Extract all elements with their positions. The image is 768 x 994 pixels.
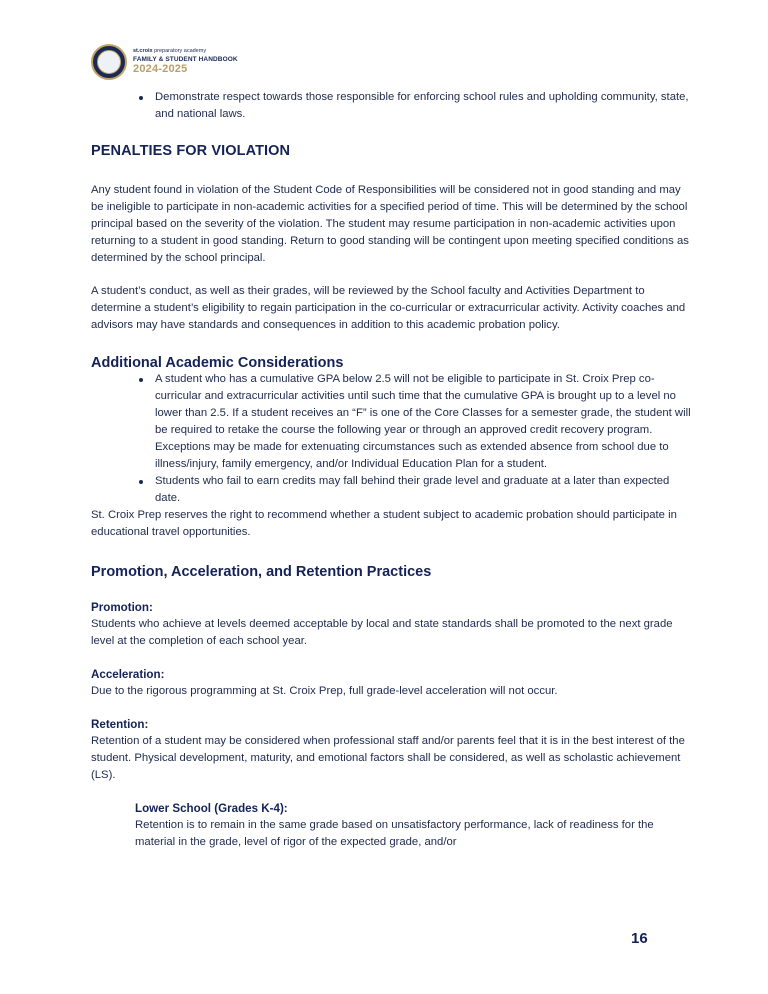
retention-label: Retention: (91, 718, 149, 731)
penalties-paragraph: Any student found in violation of the Student Code of Responsibilities will be considered not in good standing and may be ineligible to participate in non-academic activities for a specified period of time. This will be determined by the school principal based on the severity of the violation. The student may resume participation in non-academic activities upon returning to a student in good standing. Return to good standing will be contingent upon meeting specified conditions as determined by the school principal. (91, 184, 689, 264)
list-item: A student who has a cumulative GPA below 2.5 will not be eligible to participate in St. Croix Prep co-curricular and extracurricular activities until such time that the cumulative GPA is brought up to a level no lower than 2.5. If a student receives an “F” is one of the Core Classes for a semester grade, the student will be required to retake the course the following year or through an approved credit recovery program. Exceptions may be made for extenuating circumstances such as extended absence from school due to illness/injury, family emergency, and/or Individual Education Plan for a student. (137, 371, 691, 473)
promotion-text: Students who achieve at levels deemed acceptable by local and state standards shall be promoted to the next grade level at the completion of each school year. (91, 618, 673, 647)
school-seal-icon (91, 44, 127, 80)
penalties-heading: PENALTIES FOR VIOLATION (91, 143, 291, 159)
promotion-label: Promotion: (91, 601, 153, 614)
acceleration-label: Acceleration: (91, 668, 165, 681)
handbook-header (91, 44, 238, 80)
acceleration-text: Due to the rigorous programming at St. Croix Prep, full grade-level acceleration will not occur. (91, 685, 558, 697)
page-number: 16 (631, 930, 648, 947)
lower-school-section (91, 801, 691, 851)
penalties-paragraph: A student’s conduct, as well as their grades, will be reviewed by the School faculty and Activities Department to determine a student’s eligibility to regain participation in the co-curricular or extracurricular activity. Activity coaches and advisors may have standards and consequences in addition to this academic probation policy. (91, 285, 686, 331)
lower-school-label: Lower School (Grades K-4): (135, 802, 288, 815)
travel-paragraph: St. Croix Prep reserves the right to recommend whether a student subject to academic probation should participate in educational travel opportunities. (91, 509, 677, 538)
additional-considerations-heading: Additional Academic Considerations (91, 355, 344, 371)
practices-heading: Promotion, Acceleration, and Retention Practices (91, 564, 432, 580)
handbook-year: 2024-2025 (133, 63, 188, 75)
school-name: st.croix preparatory academy (133, 48, 207, 54)
intro-bullet-list (91, 89, 691, 123)
handbook-title: FAMILY & STUDENT HANDBOOK (133, 55, 238, 63)
header-text (133, 49, 238, 75)
list-item: Students who fail to earn credits may fall behind their grade level and graduate at a later than expected date. (137, 473, 691, 507)
additional-bullet-list (91, 371, 691, 507)
retention-text: Retention of a student may be considered when professional staff and/or parents feel that it is in the best interest of the student. Physical development, maturity, and emotional factors shall be considered, as well as scholastic achievement (LS). (91, 735, 685, 781)
lower-school-text: Retention is to remain in the same grade based on unsatisfactory performance, lack of readiness for the material in the grade, level of rigor of the expected grade, and/or (135, 819, 654, 848)
page-content (91, 89, 691, 851)
list-item: Demonstrate respect towards those responsible for enforcing school rules and upholding community, state, and national laws. (137, 89, 691, 123)
